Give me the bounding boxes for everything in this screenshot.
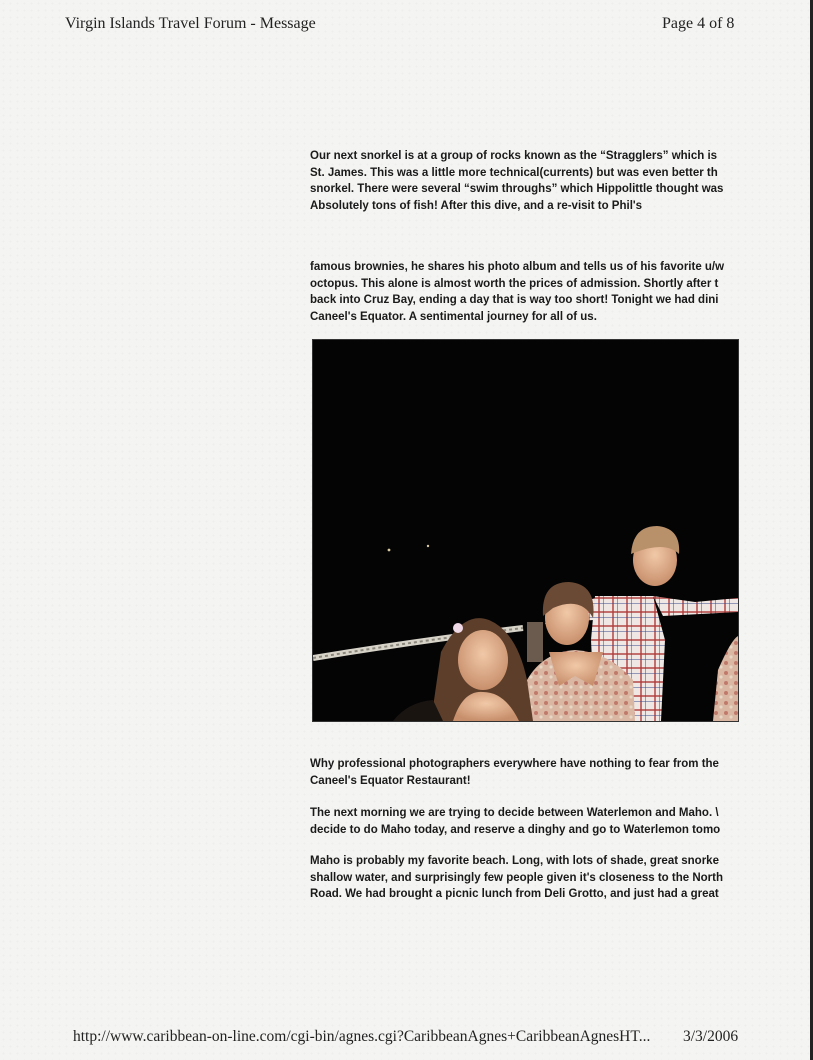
paragraph-maho	[310, 853, 738, 903]
text-line: snorkel. There were several “swim throughs” which Hippolittle thought was	[310, 183, 724, 195]
distant-light	[388, 549, 391, 552]
text-line: Caneel's Equator Restaurant!	[310, 774, 471, 787]
text-line: decide to do Maho today, and reserve a dinghy and go to Waterlemon tomo	[310, 823, 721, 836]
text-line: Why professional photographers everywhere have nothing to fear from the	[310, 758, 719, 770]
footer-url: http://www.caribbean-on-line.com/cgi-bin/agnes.cgi?CaribbeanAgnes+CaribbeanAgnesHT...	[73, 1028, 651, 1045]
text-line: Road. We had brought a picnic lunch from Deli Grotto, and just had a great	[310, 888, 719, 900]
paragraph-brownies	[310, 259, 738, 325]
text-line: Absolutely tons of fish! After this dive, and a re-visit to Phil's	[310, 199, 643, 212]
text-line: Caneel's Equator. A sentimental journey for all of us.	[310, 310, 597, 323]
page-number: Page 4 of 8	[662, 15, 735, 32]
text-line: Our next snorkel is at a group of rocks known as the “Stragglers” which is	[310, 150, 718, 162]
footer-date: 3/3/2006	[683, 1028, 739, 1045]
distant-light	[427, 545, 429, 547]
restaurant-night-photo	[312, 339, 739, 722]
paragraph-stragglers	[310, 148, 738, 214]
text-line: famous brownies, he shares his photo album and tells us of his favorite u/w	[310, 261, 725, 273]
photo-caption	[310, 756, 738, 789]
paragraph-next-morning	[310, 805, 738, 838]
text-line: St. James. This was a little more technical(currents) but was even better th	[310, 166, 718, 179]
text-line: back into Cruz Bay, ending a day that is way too short! Tonight we had dini	[310, 294, 719, 306]
text-line: octopus. This alone is almost worth the prices of admission. Shortly after t	[310, 277, 719, 290]
text-line: Maho is probably my favorite beach. Long, with lots of shade, great snorke	[310, 855, 719, 867]
page-header-title: Virgin Islands Travel Forum - Message	[65, 15, 316, 32]
photo-illustration	[313, 340, 738, 721]
text-line: The next morning we are trying to decide between Waterlemon and Maho. \	[310, 807, 719, 819]
text-line: shallow water, and surprisingly few people given it's closeness to the North	[310, 871, 723, 884]
